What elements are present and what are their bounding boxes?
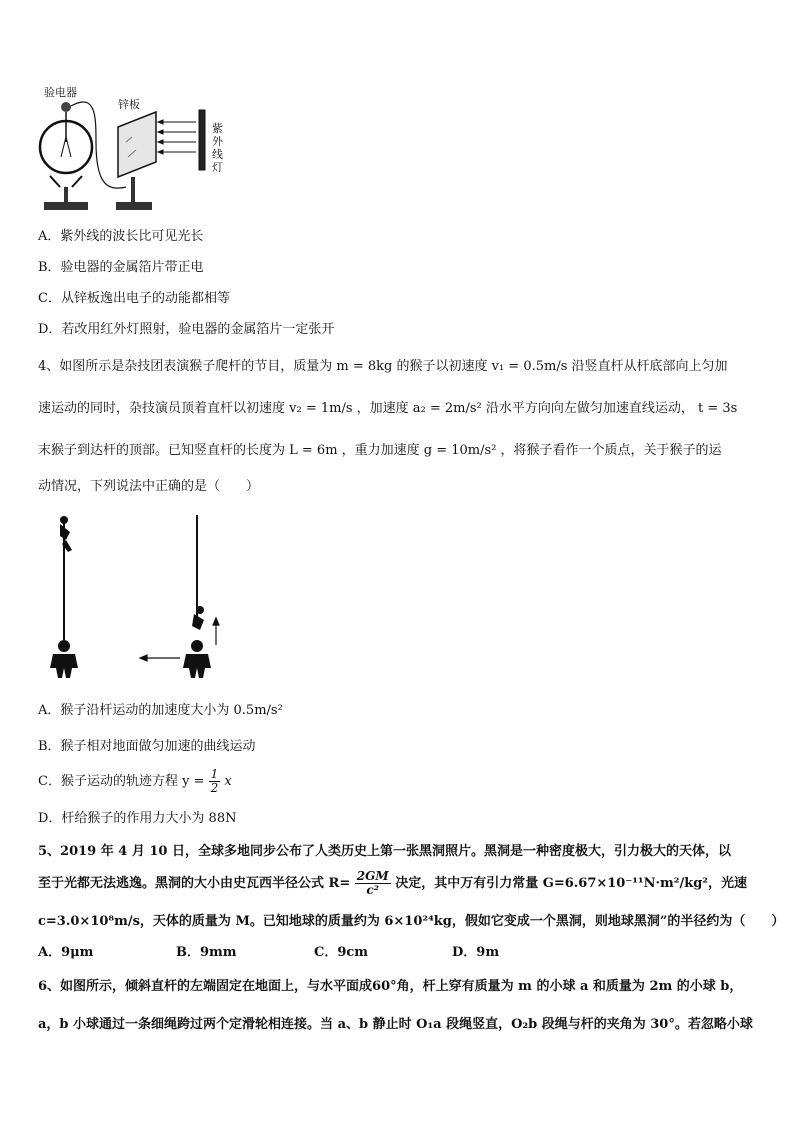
uv-rays	[158, 120, 196, 154]
q5-option-d: D．9m	[452, 945, 500, 960]
zinc-plate-label: 锌板	[118, 98, 140, 111]
q3-option-a: A．紫外线的波长比可见光长	[38, 229, 204, 244]
q5-text-line-3: c=3.0×10⁸m/s，天体的质量为 M。已知地球的质量约为 6×10²⁴kg，假如它变成一个黑洞，则地球黑洞”的半径约为（ ）	[38, 914, 785, 929]
zinc-plate-base	[116, 202, 152, 210]
q3-option-b: B．验电器的金属箔片带正电	[38, 260, 204, 275]
q5-options-row	[38, 944, 590, 962]
q5-text-line-2: 至于光都无法逃逸。黑洞的大小由史瓦西半径公式 R= $\frac{2GM}{\text{c²}}$ 决定，其中万有引力常量 G=6.67×10⁻¹¹N·m²/kg²，光速	[38, 869, 748, 897]
q4-option-c: C．猴子运动的轨迹方程 y = $\frac{1}{2}$ x	[38, 767, 232, 795]
q6-text-line-1: 6、如图所示，倾斜直杆的左端固定在地面上，与水平面成60°角，杆上穿有质量为 m 的小球 a 和质量为 2m 的小球 b，	[38, 979, 743, 994]
q5-option-b: B．9mm	[176, 945, 237, 960]
q4-text-line-4: 动情况，下列说法中正确的是（ ）	[38, 479, 260, 494]
electroscope-ball	[61, 102, 71, 112]
monkey-top	[60, 516, 72, 552]
monkey-bottom	[192, 606, 204, 630]
uv-lamp	[199, 110, 205, 170]
fraction-2gm-c2: $\frac{2GM}{\text{c²}}$	[356, 869, 389, 897]
q3-option-d: D．若改用红外灯照射，验电器的金属箔片一定张开	[38, 322, 335, 337]
q4-option-a: A．猴子沿杆运动的加速度大小为 0.5m/s²	[38, 703, 283, 718]
q4-text-line-1: 4、如图所示是杂技团表演猴子爬杆的节目，质量为 m = 8kg 的猴子以初速度 v₁ = 0.5m/s 沿竖直杆从杆底部向上匀加	[38, 359, 728, 374]
q5-text-line-1: 5、2019 年 4 月 10 日，全球多地同步公布了人类历史上第一张黑洞照片。黑洞是一种密度极大，引力极大的天体，以	[38, 844, 731, 859]
q3-option-c: C．从锌板逸出电子的动能都相等	[38, 291, 230, 306]
q4-option-d: D．杆给猴子的作用力大小为 88N	[38, 811, 237, 826]
monkey-pole-figure	[40, 510, 240, 685]
upward-arrow	[213, 618, 219, 645]
uv-lamp-label: 紫 外 线 灯	[212, 122, 223, 174]
q5-option-c: C．9cm	[314, 945, 369, 960]
performer-left	[50, 640, 78, 678]
electroscope-label: 验电器	[44, 86, 77, 99]
q4-text-line-2: 速运动的同时，杂技演员顶着直杆以初速度 v₂ = 1m/s ，加速度 a₂ = 2m/s² 沿水平方向向左做匀加速直线运动， t = 3s	[38, 401, 738, 416]
electroscope-base	[44, 202, 88, 210]
q6-text-line-2: a，b 小球通过一条细绳跨过两个定滑轮相连接。当 a、b 静止时 O₁a 段绳竖直，O₂b 段绳与杆的夹角为 30°。若忽略小球	[38, 1017, 753, 1032]
q4-option-b: B．猴子相对地面做匀加速的曲线运动	[38, 739, 256, 754]
fraction-one-half: $\frac{1}{2}$	[210, 767, 219, 795]
performer-right	[183, 640, 211, 678]
q4-text-line-3: 末猴子到达杆的顶部。已知竖直杆的长度为 L = 6m ，重力加速度 g = 10m/s² ，将猴子看作一个质点，关于猴子的运	[38, 443, 722, 458]
zinc-plate	[118, 112, 156, 177]
q5-option-a: A．9μm	[38, 945, 94, 960]
leftward-arrow	[140, 655, 180, 661]
